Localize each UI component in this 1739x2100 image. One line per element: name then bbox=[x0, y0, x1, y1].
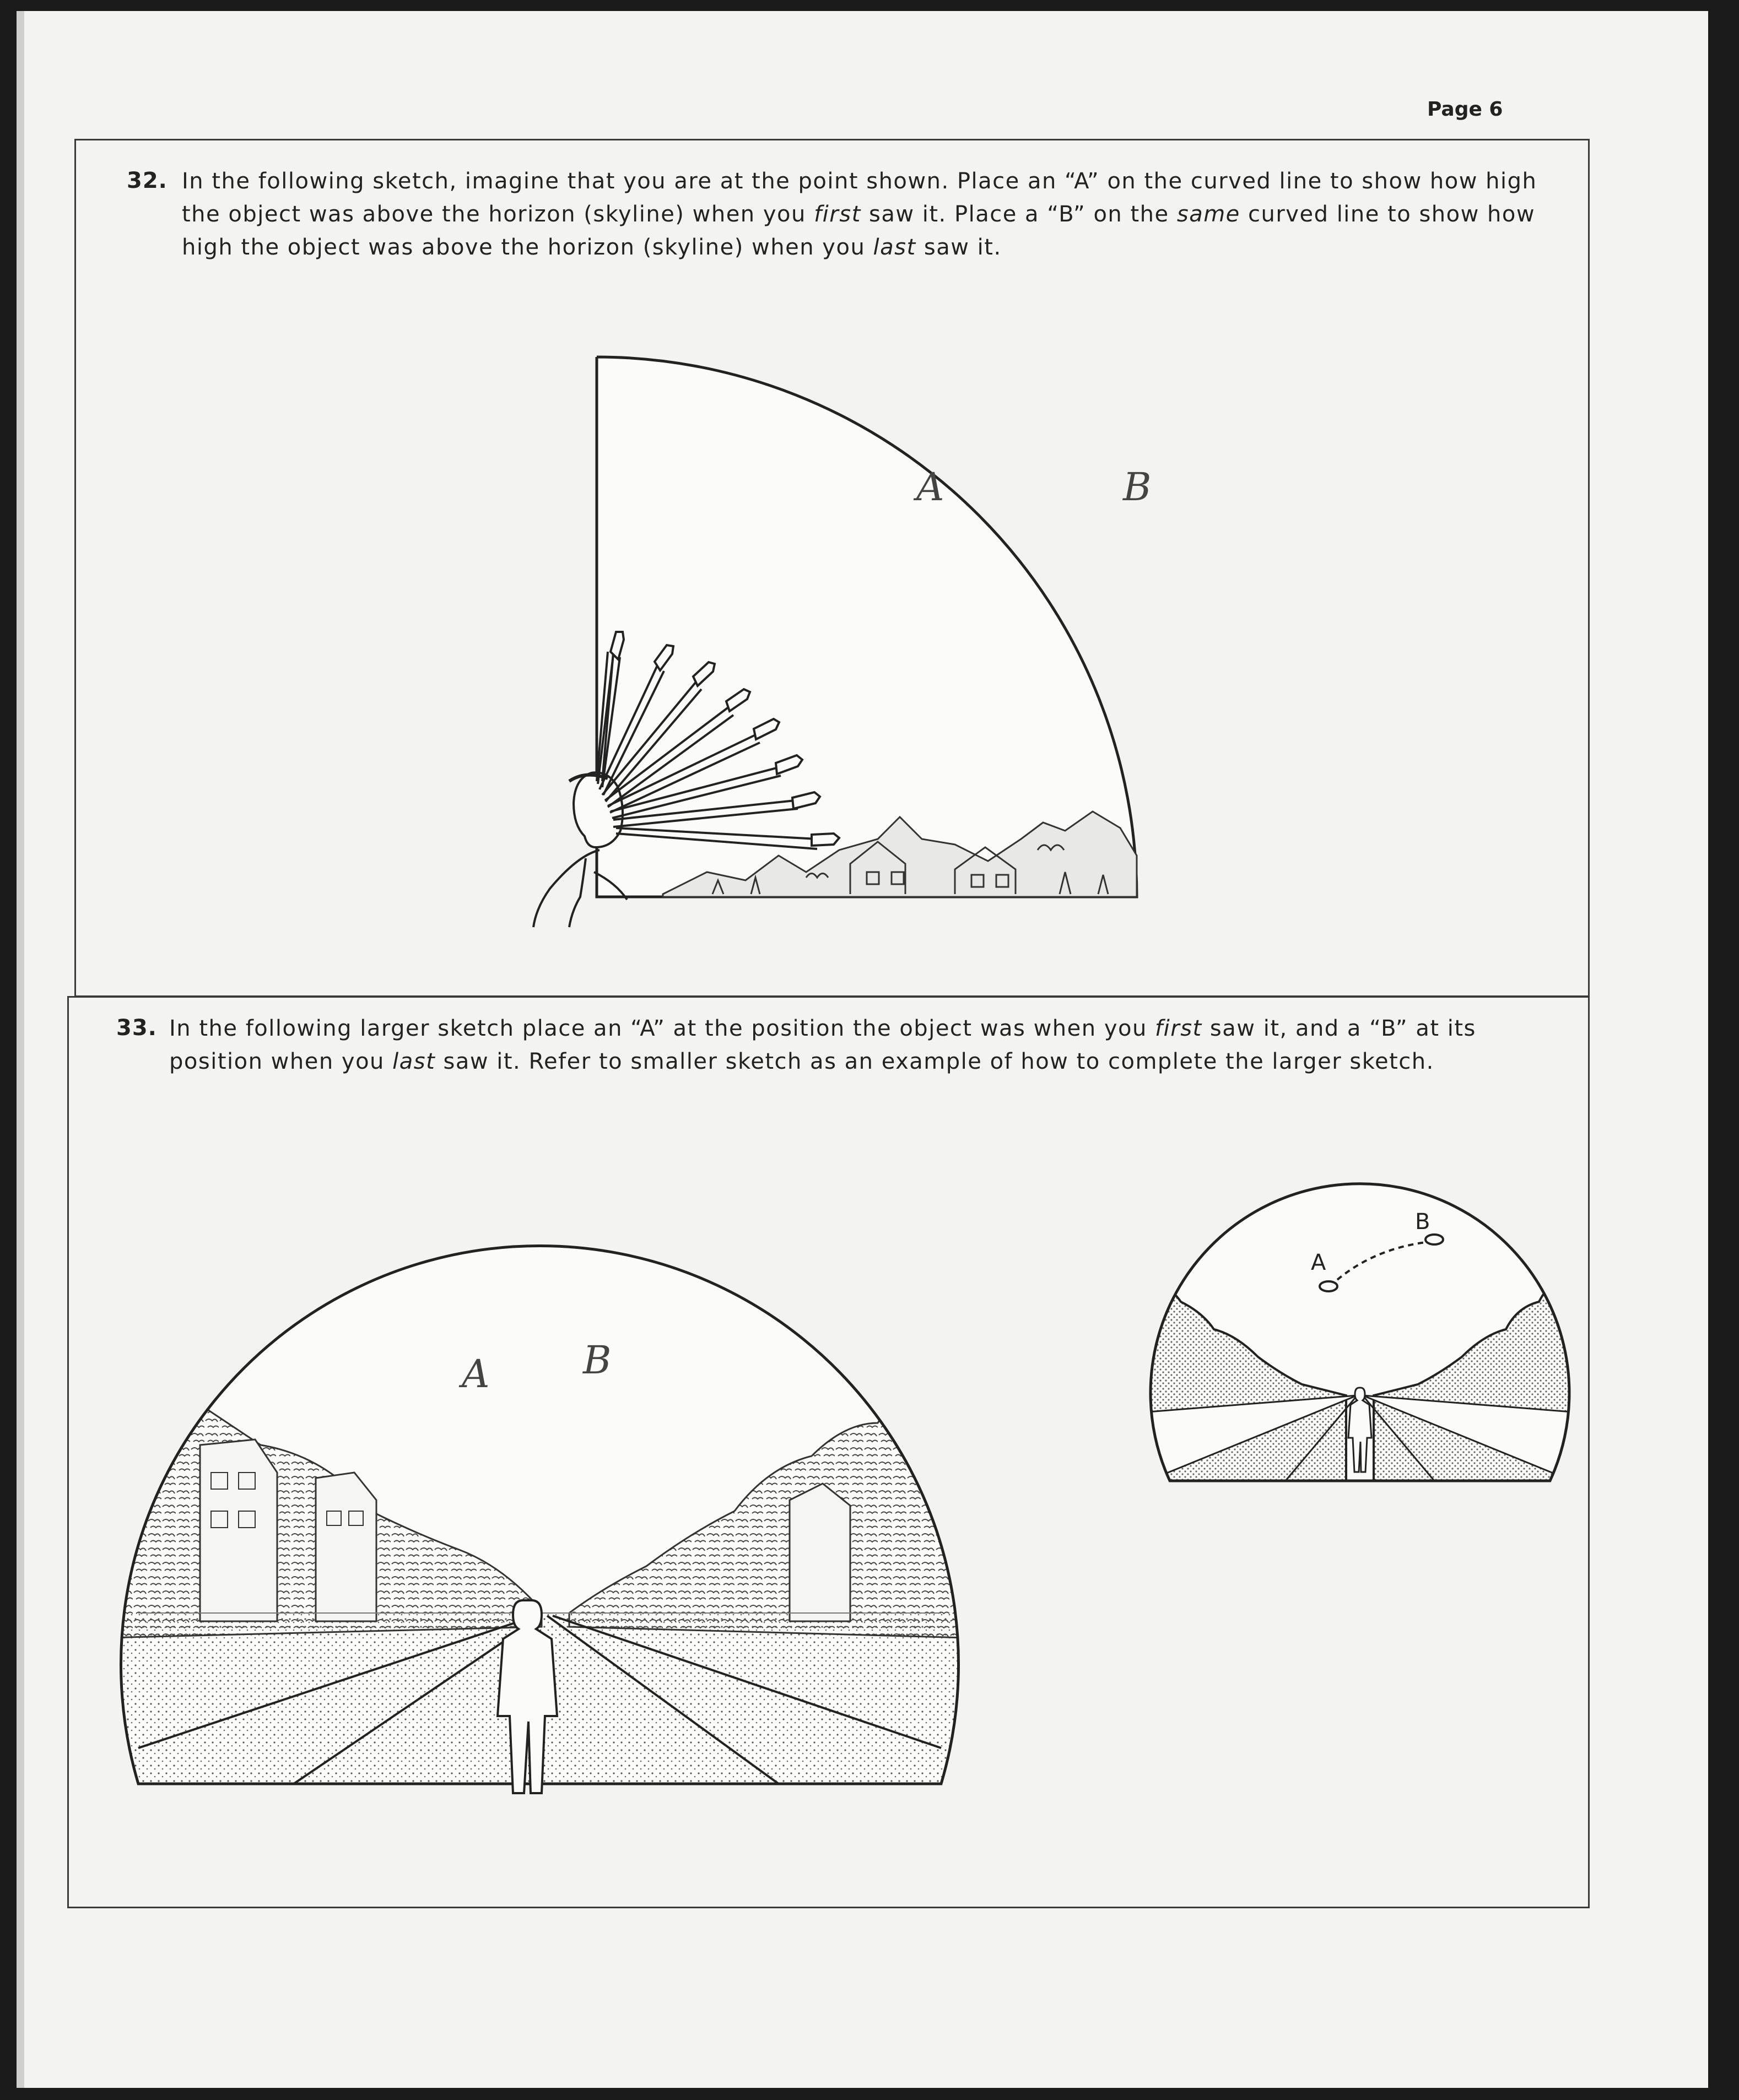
q33-text-part3: saw it. Refer to smaller sketch as an example of how to complete the larger sketch. bbox=[435, 1049, 1434, 1074]
q32-text-part3: curved line to show how high the object was above the horizon (skyline) when you bbox=[182, 202, 1536, 260]
q32-same-word: same bbox=[1176, 202, 1240, 227]
q33-handwritten-b: B bbox=[583, 1338, 612, 1383]
q32-handwritten-a: A bbox=[916, 464, 944, 510]
quarter-arc-sketch bbox=[76, 140, 1591, 999]
q32-text-part4: saw it. bbox=[916, 235, 1002, 260]
question-33-number: 33. bbox=[116, 1015, 157, 1041]
example-label-b: B bbox=[1415, 1209, 1430, 1235]
page-number: Page 6 bbox=[1427, 98, 1503, 121]
q33-first-word: first bbox=[1155, 1016, 1202, 1041]
q33-text-part1: In the following larger sketch place an “A” at the position the object was when you bbox=[169, 1016, 1155, 1041]
question-32-box bbox=[74, 139, 1590, 997]
q33-handwritten-a: A bbox=[462, 1351, 490, 1397]
q32-handwritten-b: B bbox=[1123, 464, 1152, 510]
questionnaire-page bbox=[17, 11, 1708, 2088]
question-32-number: 32. bbox=[127, 168, 168, 193]
q32-text-part1: In the following sketch, imagine that you are at the point shown. Place an “A” on the curved line to show how high the object was above the horizon (skyline) when you bbox=[182, 169, 1537, 227]
q32-text-part2: saw it. Place a “B” on the bbox=[861, 202, 1177, 227]
q32-first-word: first bbox=[814, 202, 861, 227]
q33-last-word: last bbox=[392, 1049, 436, 1074]
example-label-a: A bbox=[1311, 1250, 1326, 1275]
scan-edge bbox=[17, 11, 24, 2088]
q33-text-part2: saw it, and a “B” at its position when you bbox=[169, 1016, 1476, 1074]
q32-last-word: last bbox=[873, 235, 916, 260]
question-33-box bbox=[67, 996, 1590, 1908]
example-sketch-small bbox=[69, 998, 1591, 1910]
quarter-arc-frame bbox=[597, 357, 1137, 897]
